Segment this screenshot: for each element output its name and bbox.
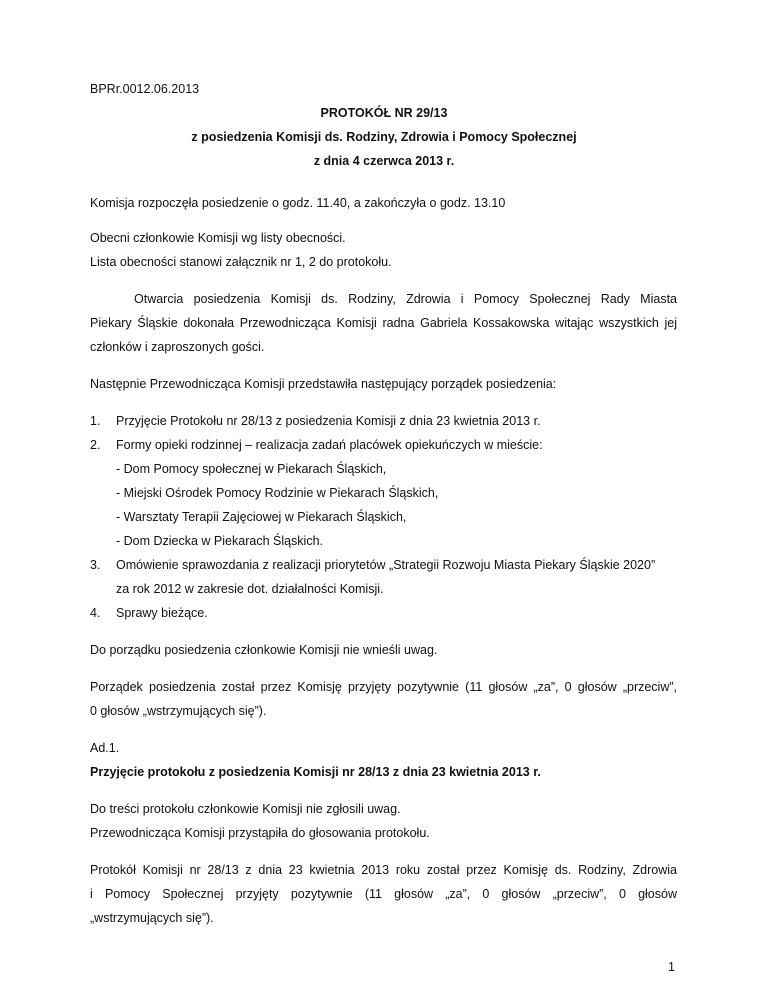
page-number: 1	[668, 960, 675, 974]
document-reference: BPRr.0012.06.2013	[90, 82, 200, 96]
agenda-item-text: Formy opieki rodzinnej – realizacja zadań placówek opiekuńczych w mieście:	[116, 438, 543, 452]
opening-paragraph-line-1: Otwarcia posiedzenia Komisji ds. Rodziny, Zdrowia i Pomocy Społecznej Rady Miasta	[134, 292, 677, 306]
opening-paragraph-line-3: członków i zaproszonych gości.	[90, 340, 265, 354]
agenda-item-number: 1.	[90, 414, 101, 428]
ad1-label: Ad.1.	[90, 741, 120, 755]
ad1-vote-line-3: „wstrzymujących się”).	[90, 911, 214, 925]
agenda-subitem: - Dom Dziecka w Piekarach Śląskich.	[116, 534, 324, 548]
ad1-vote-line-2: i Pomocy Społecznej przyjęty pozytywnie (11 głosów „za”, 0 głosów „przeciw”, 0 głosów	[90, 887, 677, 901]
ad1-heading: Przyjęcie protokołu z posiedzenia Komisji nr 28/13 z dnia 23 kwietnia 2013 r.	[90, 765, 541, 779]
document-date: z dnia 4 czerwca 2013 r.	[313, 154, 455, 168]
agenda-subitem: - Dom Pomocy społecznej w Piekarach Śląskich,	[116, 462, 387, 476]
ad1-paragraph-2: Przewodnicząca Komisji przystąpiła do głosowania protokołu.	[90, 826, 430, 840]
document-title: PROTOKÓŁ NR 29/13	[320, 106, 448, 120]
agenda-item-text: Przyjęcie Protokołu nr 28/13 z posiedzenia Komisji z dnia 23 kwietnia 2013 r.	[116, 414, 541, 428]
session-time-paragraph: Komisja rozpoczęła posiedzenie o godz. 11.40, a zakończyła o godz. 13.10	[90, 196, 506, 210]
members-paragraph-line-1: Obecni członkowie Komisji wg listy obecności.	[90, 231, 346, 245]
members-paragraph-line-2: Lista obecności stanowi załącznik nr 1, 2 do protokołu.	[90, 255, 392, 269]
agenda-item-continuation: za rok 2012 w zakresie dot. działalności Komisji.	[116, 582, 384, 596]
agenda-item-text: Omówienie sprawozdania z realizacji priorytetów „Strategii Rozwoju Miasta Piekary Śląskie 2020”	[116, 558, 656, 572]
agenda-subitem: - Miejski Ośrodek Pomocy Rodzinie w Piekarach Śląskich,	[116, 486, 439, 500]
agenda-accepted-line-1: Porządek posiedzenia został przez Komisję przyjęty pozytywnie (11 głosów „za”, 0 głosów „przeciw”,	[90, 680, 677, 694]
agenda-item-number: 3.	[90, 558, 101, 572]
document-subtitle: z posiedzenia Komisji ds. Rodziny, Zdrowia i Pomocy Społecznej	[191, 130, 577, 144]
agenda-item-text: Sprawy bieżące.	[116, 606, 208, 620]
no-remarks-paragraph: Do porządku posiedzenia członkowie Komisji nie wnieśli uwag.	[90, 643, 438, 657]
agenda-item-number: 4.	[90, 606, 101, 620]
opening-paragraph-line-2: Piekary Śląskie dokonała Przewodnicząca Komisji radna Gabriela Kossakowska witając wszystkich jej	[90, 316, 677, 330]
agenda-item-number: 2.	[90, 438, 101, 452]
agenda-accepted-line-2: 0 głosów „wstrzymujących się”).	[90, 704, 267, 718]
ad1-paragraph-1: Do treści protokołu członkowie Komisji nie zgłosili uwag.	[90, 802, 401, 816]
agenda-intro: Następnie Przewodnicząca Komisji przedstawiła następujący porządek posiedzenia:	[90, 377, 557, 391]
agenda-subitem: - Warsztaty Terapii Zajęciowej w Piekarach Śląskich,	[116, 510, 407, 524]
ad1-vote-line-1: Protokół Komisji nr 28/13 z dnia 23 kwietnia 2013 roku został przez Komisję ds. Rodziny, Zdrowia	[90, 863, 677, 877]
